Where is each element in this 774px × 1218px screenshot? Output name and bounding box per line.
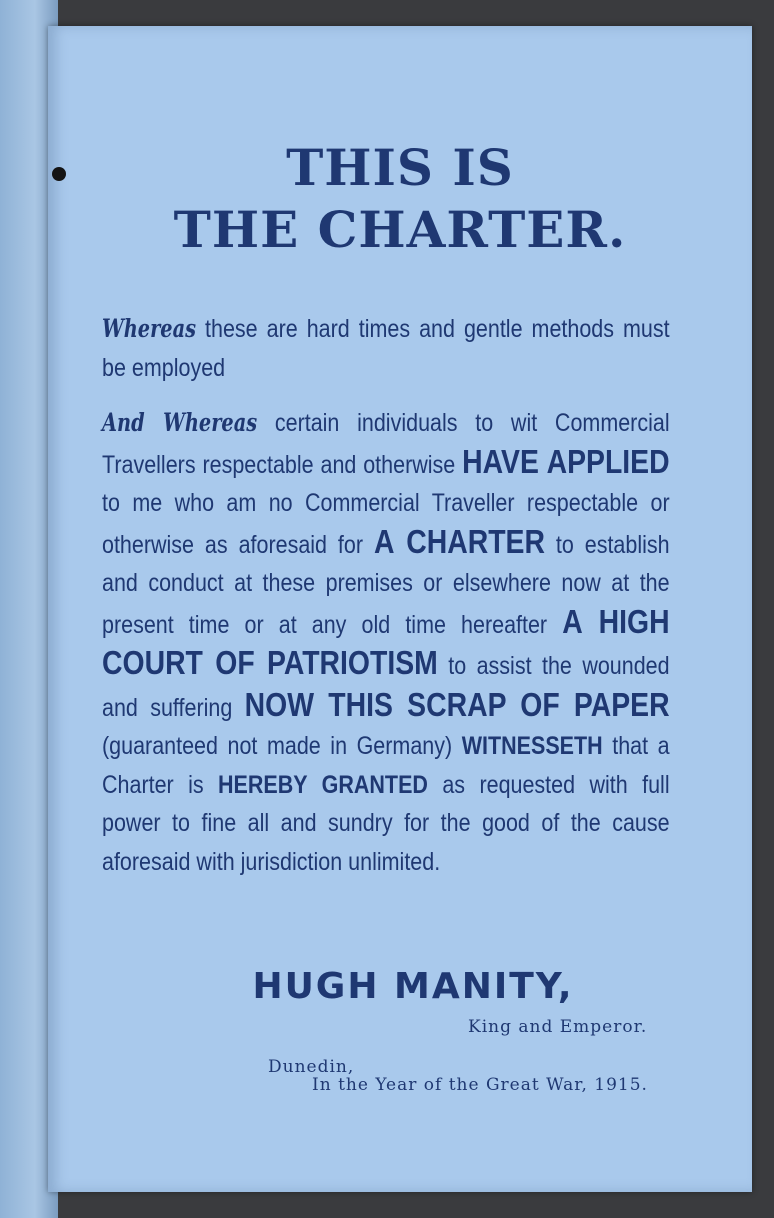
whereas-paragraph (102, 310, 670, 387)
text-segment: (guaranteed not made in Germany) (102, 732, 462, 760)
text-segment: to assist the wounded and suffering (102, 652, 670, 722)
have-applied: HAVE APPLIED (462, 442, 670, 480)
text-segment: to establish and conduct at these premises or elsewhere now at the present time or at any old time hereafter (102, 530, 670, 639)
whereas-text: these are hard times and gentle methods must be employed (102, 315, 670, 382)
and-whereas-blackletter: And Whereas (102, 408, 258, 437)
high-court-of-patriotism: A HIGH COURT OF PATRIOTISM (102, 602, 670, 681)
signature-title: King and Emperor. (468, 1017, 648, 1037)
text-segment: as requested with full power to fine all and sundry for the good of the cause aforesaid with jurisdiction unlimited. (102, 770, 670, 876)
hereby-granted: HEREBY GRANTED (218, 770, 428, 799)
signature-name: HUGH MANITY, (252, 966, 574, 1007)
date-line: In the Year of the Great War, 1915. (312, 1075, 648, 1095)
place-line: Dunedin, (268, 1057, 355, 1077)
title-line-1: THIS IS (286, 138, 514, 197)
now-this-scrap-of-paper: NOW THIS SCRAP OF PAPER (244, 685, 670, 723)
text-segment: certain individuals to wit Commercial Travellers respectable and otherwise (102, 409, 670, 479)
whereas-blackletter: Whereas (102, 314, 197, 343)
title-line-2: THE CHARTER. (173, 200, 627, 259)
text-segment: to me who am no Commercial Traveller respectable or otherwise as aforesaid for (102, 489, 670, 559)
a-charter: A CHARTER (373, 522, 545, 560)
and-whereas-paragraph (102, 404, 670, 881)
witnesseth: WITNESSETH (461, 732, 603, 760)
text-segment: that a Charter is (102, 732, 670, 799)
